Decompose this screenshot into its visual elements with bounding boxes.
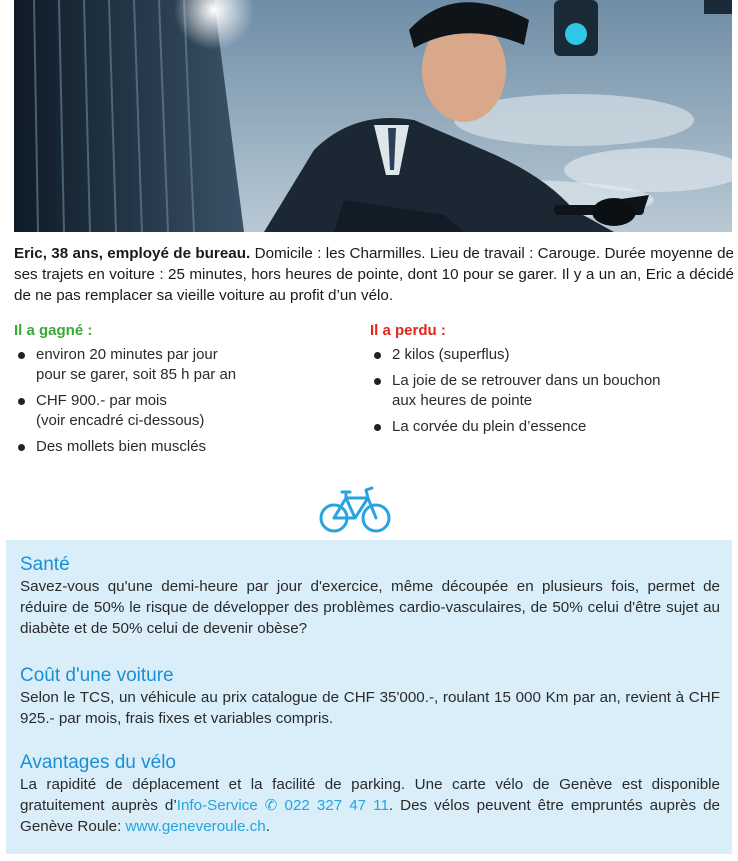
list-item: [370, 417, 730, 437]
section-title: Avantages du vélo: [20, 752, 176, 773]
section-avantages: [20, 752, 720, 837]
section-text: [20, 774, 720, 837]
geneveroule-link[interactable]: www.geneveroule.ch: [125, 818, 266, 835]
lost-title: Il a perdu :: [370, 322, 446, 339]
lost-column: [370, 322, 730, 443]
list-item: [370, 371, 730, 411]
bicycle-icon: [318, 484, 392, 536]
section-text: Savez-vous qu'une demi-heure par jour d'exercice, même découpée en plusieurs fois, permet de réduire de 50% le risque de développer des problèmes cardio-vasculaires, de 50% celui d'être sujet au diabète et de 50% celui de devenir obèse?: [20, 578, 720, 637]
list-item-line: La corvée du plein d’essence: [392, 418, 587, 435]
hero-photo: [14, 0, 732, 232]
gained-title: Il a gagné :: [14, 322, 93, 339]
list-item-line: aux heures de pointe: [392, 392, 533, 409]
list-item-line: (voir encadré ci-dessous): [36, 412, 205, 429]
section-title: Santé: [20, 554, 70, 575]
gained-column: [14, 322, 344, 463]
list-item-line: CHF 900.- par mois: [36, 392, 167, 409]
caption-text: Domicile : les Charmilles. Lieu de travail : Carouge. Durée moyenne de ses trajets en voiture : 25 minutes, hors heures de pointe, dont 10 pour se garer. Il y a un an, Eric a décidé de ne pas remplacer sa vieille voiture au profit d’un vélo.: [14, 245, 734, 304]
caption-lead: Eric, 38 ans, employé de bureau.: [14, 245, 251, 262]
photo-caption: [14, 243, 734, 306]
section-text: Selon le TCS, un véhicule au prix catalogue de CHF 35'000.-, roulant 15 000 Km par an, revient à CHF 925.- par mois, frais fixes et variables compris.: [20, 689, 720, 727]
section-text-part: La rapidité de déplacement et la facilité de parking. Une carte vélo de Genève est disponible gratuitement auprès d’: [20, 776, 720, 814]
list-item: [14, 345, 344, 385]
list-item: [14, 437, 344, 457]
list-item-line: Des mollets bien musclés: [36, 438, 207, 455]
gained-list: [14, 345, 344, 457]
list-item-line: La joie de se retrouver dans un bouchon: [392, 372, 661, 389]
list-item-line: environ 20 minutes par jour: [36, 346, 218, 363]
list-item: [370, 345, 730, 365]
section-text-part: . Des vélos peuvent être empruntés auprès de Genève Roule:: [20, 797, 720, 835]
info-box: [6, 540, 732, 854]
lost-list: [370, 345, 730, 437]
section-title: Coût d'une voiture: [20, 665, 174, 686]
section-sante: [20, 554, 720, 639]
section-cout: [20, 665, 720, 729]
cyclist-illustration: [14, 0, 732, 232]
list-item-line: 2 kilos (superflus): [392, 346, 510, 363]
list-item: [14, 391, 344, 431]
section-text-part: .: [265, 818, 270, 835]
list-item-line: pour se garer, soit 85 h par an: [36, 366, 237, 383]
info-service-link[interactable]: Info-Service ✆ 022 327 47 11: [176, 797, 389, 814]
